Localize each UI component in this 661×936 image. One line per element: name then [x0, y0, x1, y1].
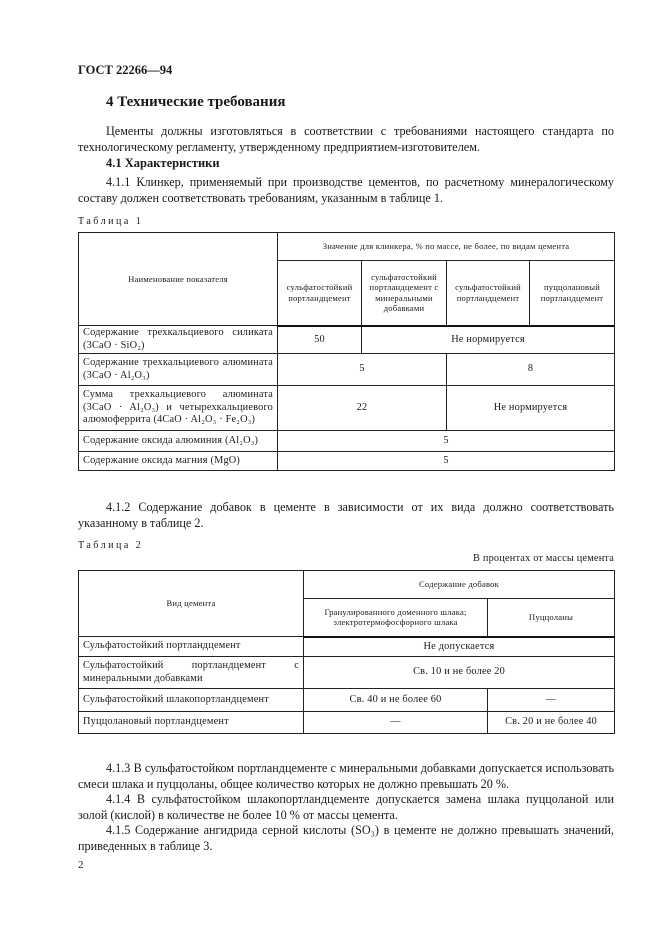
cell: 5	[278, 431, 615, 452]
row-label: Содержание трехкальциевого алюмината (3CaO · Al₂O₃)	[79, 354, 278, 386]
paragraph-4-1-3: 4.1.3 В сульфатостойком портландцементе с минеральными добавками допускается использовать смеси шлака и пуццоланы, общее количество которых не должно превышать 20 %.	[78, 761, 614, 791]
cell: Св. 40 и не более 60	[304, 689, 488, 712]
cell: 22	[278, 386, 447, 431]
row-label: Сульфатостойкий портландцемент	[79, 637, 304, 657]
row-label: Сульфатостойкий шлакопортландцемент	[79, 689, 304, 712]
table2-caption: Таблица 2	[78, 540, 144, 551]
cell: 5	[278, 354, 447, 386]
cell: 8	[447, 354, 615, 386]
cell: 5	[278, 452, 615, 471]
cell: Св. 10 и не более 20	[304, 657, 615, 689]
subsection-title: 4.1 Характеристики	[106, 156, 220, 170]
col-header-name: Вид цемента	[79, 571, 304, 637]
cell: —	[304, 712, 488, 734]
col-header: сульфатостойкий портландцемент	[447, 261, 530, 326]
row-label: Содержание трехкальциевого силиката (3CaO · SiO₂)	[79, 326, 278, 354]
intro-paragraph: Цементы должны изготовляться в соответствии с требованиями настоящего стандарта по технологическому регламенту, утвержденному предприятием-изготовителем.	[78, 124, 614, 154]
paragraph-4-1-2: 4.1.2 Содержание добавок в цементе в зависимости от их вида должно соответствовать указанному в таблице 2.	[78, 500, 614, 530]
table-row	[79, 689, 615, 712]
row-label: Содержание оксида алюминия (Al₂O₃)	[79, 431, 278, 452]
cell: Св. 20 и не более 40	[488, 712, 615, 734]
col-header: Пуццоланы	[488, 599, 615, 637]
table-row	[79, 452, 615, 471]
cell: Не допускается	[304, 637, 615, 657]
paragraph-4-1-5: 4.1.5 Содержание ангидрида серной кислоты (SO₃) в цементе не должно превышать значений, приведенных в таблице 3.	[78, 823, 614, 853]
section-title: 4 Технические требования	[106, 94, 286, 110]
table-1	[78, 232, 615, 471]
table1-caption: Таблица 1	[78, 216, 144, 227]
col-header-name: Наименование показателя	[79, 233, 278, 326]
page-number: 2	[78, 859, 84, 871]
table-row	[79, 386, 615, 431]
col-header: сульфатостойкий портландцемент	[278, 261, 362, 326]
col-header: сульфатостойкий портландцемент с минеральными добавками	[362, 261, 447, 326]
cell: 50	[278, 326, 362, 354]
row-label: Пуццолановый портландцемент	[79, 712, 304, 734]
table2-unit-note: В процентах от массы цемента	[473, 553, 614, 564]
row-label: Сумма трехкальциевого алюмината (3CaO · Al₂O₃) и четырехкальциевого алюмоферрита (4CaO · Al₂O₃ · Fe₂O₃)	[79, 386, 278, 431]
table-row	[79, 637, 615, 657]
table-row	[79, 431, 615, 452]
row-label: Сульфатостойкий портландцемент с минеральными добавками	[79, 657, 304, 689]
cell: Не нормируется	[362, 326, 615, 354]
table-row	[79, 712, 615, 734]
table-row	[79, 657, 615, 689]
paragraph-4-1-1: 4.1.1 Клинкер, применяемый при производстве цементов, по расчетному минералогическому составу должен соответствовать требованиям, указанным в таблице 1.	[78, 175, 614, 205]
table-2	[78, 570, 615, 734]
col-group-header: Значение для клинкера, % по массе, не более, по видам цемента	[278, 233, 615, 261]
row-label: Содержание оксида магния (MgO)	[79, 452, 278, 471]
col-header: пуццолановый портландцемент	[530, 261, 615, 326]
table-row	[79, 326, 615, 354]
table-row	[79, 354, 615, 386]
col-header: Гранулированного доменного шлака; электротермофосфорного шлака	[304, 599, 488, 637]
cell: —	[488, 689, 615, 712]
document-id: ГОСТ 22266—94	[78, 63, 173, 77]
cell: Не нормируется	[447, 386, 615, 431]
paragraph-4-1-4: 4.1.4 В сульфатостойком шлакопортландцементе допускается замена шлака пуццоланой или золой (кислой) в количестве не более 10 % от массы цемента.	[78, 792, 614, 822]
col-group-header: Содержание добавок	[304, 571, 615, 599]
